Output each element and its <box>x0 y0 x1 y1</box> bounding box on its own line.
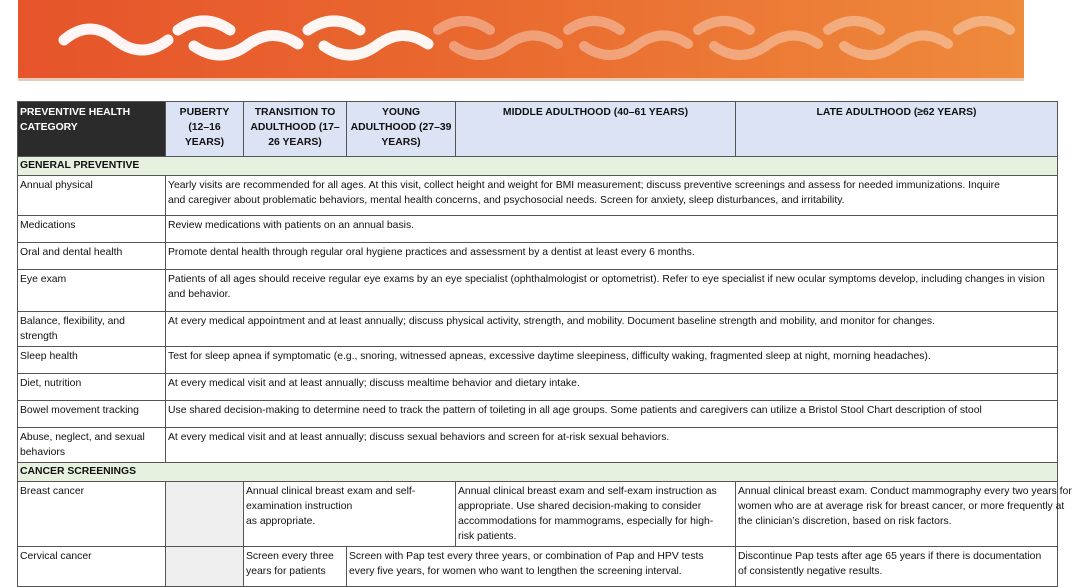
cell-transition <box>244 547 347 587</box>
row-label: Bowel movement tracking <box>18 401 166 428</box>
row-label: Annual physical <box>18 176 166 216</box>
table-row <box>18 270 1058 312</box>
label-line: Abuse, neglect, and sexual <box>20 432 145 443</box>
table-row <box>18 401 1058 428</box>
row-text: Use shared decision-making to determine need to track the pattern of toileting in all age groups. Some patients and caregivers can utilize a Bristol Stool Chart description of stool <box>166 401 1058 428</box>
row-label: Sleep health <box>18 347 166 374</box>
row-label <box>18 428 166 463</box>
text-line: years for patients <box>246 566 326 577</box>
header-young-adulthood: YOUNG ADULTHOOD (27–39 YEARS) <box>347 102 456 157</box>
text-line: Discontinue Pap tests after age 65 years if there is documentation <box>738 551 1042 562</box>
text-line: Patients of all ages should receive regular eye exams by an eye specialist (ophthalmologist or optometrist). Refer to eye specialist if new ocular symptoms develop, including changes in vision <box>168 274 1045 285</box>
text-line: appropriate. Use shared decision-making to consider <box>458 501 702 512</box>
text-line: examination instruction <box>246 501 353 512</box>
text-line: Screen every three <box>246 551 334 562</box>
table-row <box>18 243 1058 270</box>
cell-late <box>736 547 1058 587</box>
row-text: At every medical appointment and at least annually; discuss physical activity, strength, and mobility. Document baseline strength and mobility, and monitor for changes. <box>166 312 1058 347</box>
row-text: Test for sleep apnea if symptomatic (e.g., snoring, witnessed apneas, excessive daytime sleepiness, difficulty waking, fragmented sleep at night, morning headaches). <box>166 347 1058 374</box>
table-header-row <box>18 102 1058 157</box>
table-row <box>18 547 1058 587</box>
empty-cell <box>166 482 244 547</box>
row-text: Review medications with patients on an annual basis. <box>166 216 1058 243</box>
table-row <box>18 216 1058 243</box>
text-line: women who are at average risk for breast cancer, or more frequently at <box>738 501 1065 512</box>
header-transition: TRANSITION TO ADULTHOOD (17–26 YEARS) <box>244 102 347 157</box>
text-line: Annual clinical breast exam and self-exam instruction as <box>458 486 717 497</box>
section-general-preventive <box>18 157 1058 176</box>
text-line: risk patients. <box>458 531 517 542</box>
cell-young-middle <box>347 547 736 587</box>
row-label: Medications <box>18 216 166 243</box>
text-line: Screen with Pap test every three years, or combination of Pap and HPV tests <box>349 551 704 562</box>
row-label: Breast cancer <box>18 482 166 547</box>
cell-transition <box>244 482 456 547</box>
table-row <box>18 312 1058 347</box>
table-row <box>18 482 1058 547</box>
table-row <box>18 176 1058 216</box>
text-line: accommodations for mammograms, especially for high- <box>458 516 714 527</box>
row-text: At every medical visit and at least annually; discuss mealtime behavior and dietary intake. <box>166 374 1058 401</box>
text-line: the clinician’s discretion, based on risk factors. <box>738 516 952 527</box>
table-row <box>18 428 1058 463</box>
label-line: Balance, flexibility, and <box>20 316 125 327</box>
row-text <box>166 270 1058 312</box>
table-row <box>18 374 1058 401</box>
section-title: GENERAL PREVENTIVE <box>18 157 1058 176</box>
text-line: Annual clinical breast exam. Conduct mammography every two years for <box>738 486 1072 497</box>
section-cancer-screenings <box>18 463 1058 482</box>
row-label: Diet, nutrition <box>18 374 166 401</box>
cell-late <box>736 482 1072 547</box>
label-line: strength <box>20 331 58 342</box>
banner-divider <box>18 78 1024 81</box>
text-line: as appropriate. <box>246 516 316 527</box>
text-line: Yearly visits are recommended for all ages. At this visit, collect height and weight for BMI measurement; discuss preventive screenings and assess for needed immunizations. Inquire <box>168 180 1000 191</box>
row-label: Oral and dental health <box>18 243 166 270</box>
header-late-adulthood: LATE ADULTHOOD (≥62 YEARS) <box>736 102 1058 157</box>
row-label <box>18 312 166 347</box>
text-line: of consistently negative results. <box>738 566 883 577</box>
row-text: Promote dental health through regular oral hygiene practices and assessment by a dentist at least every 6 months. <box>166 243 1058 270</box>
section-title: CANCER SCREENINGS <box>18 463 1058 482</box>
text-line: Annual clinical breast exam and self- <box>246 486 416 497</box>
preventive-health-table <box>17 101 1072 587</box>
empty-cell <box>166 547 244 587</box>
text-line: and behavior. <box>168 289 231 300</box>
decorative-banner <box>18 0 1024 78</box>
row-label: Cervical cancer <box>18 547 166 587</box>
header-puberty: PUBERTY (12–16 YEARS) <box>166 102 244 157</box>
row-text <box>166 176 1058 216</box>
cell-middle <box>456 482 736 547</box>
header-category: PREVENTIVE HEALTH CATEGORY <box>18 102 166 157</box>
row-text: At every medical visit and at least annually; discuss sexual behaviors and screen for at-risk sexual behaviors. <box>166 428 1058 463</box>
row-label: Eye exam <box>18 270 166 312</box>
label-line: behaviors <box>20 447 66 458</box>
text-line: and caregiver about problematic behaviors, mental health concerns, and psychosocial needs. Screen for anxiety, sleep disturbances, and irritability. <box>168 195 845 206</box>
wave-pattern-icon <box>18 0 1024 78</box>
header-middle-adulthood: MIDDLE ADULTHOOD (40–61 YEARS) <box>456 102 736 157</box>
table-row <box>18 347 1058 374</box>
text-line: every five years, for women who want to lengthen the screening interval. <box>349 566 682 577</box>
